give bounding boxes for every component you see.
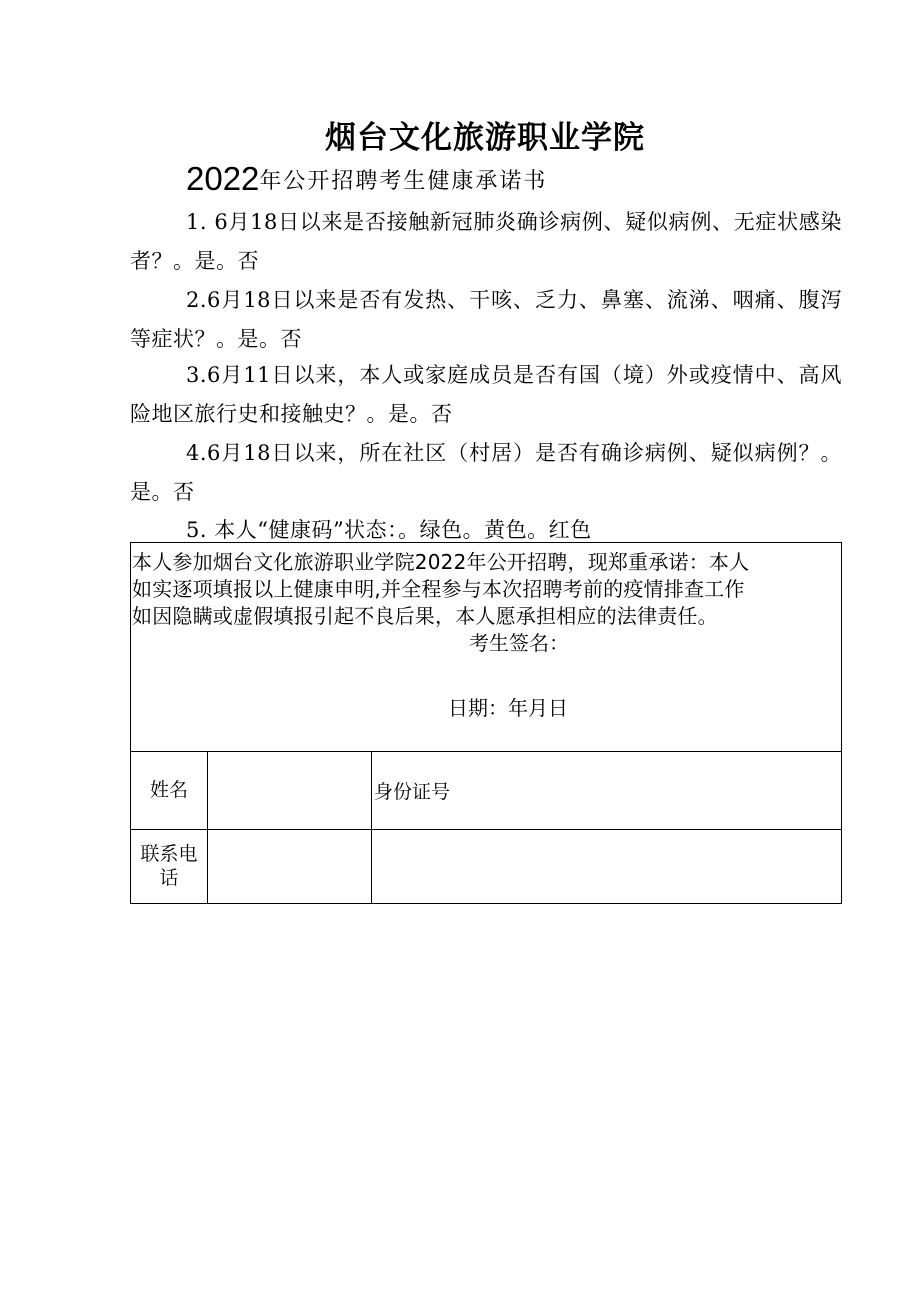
name-field[interactable] <box>208 751 372 829</box>
question-4 <box>130 434 842 512</box>
question-4-text: 4.6月18日以来，所在社区（村居）是否有确诊病例、疑似病例？。是。否 <box>130 441 842 504</box>
pledge-form-table <box>130 542 842 904</box>
phone-label-line-1: 联系电 <box>140 843 198 866</box>
pledge-line-1: 本人参加烟台文化旅游职业学院2022年公开招聘，现郑重承诺：本人 <box>132 550 750 574</box>
document-subtitle <box>186 160 547 198</box>
pledge-cell <box>131 543 842 752</box>
name-label: 姓名 <box>131 751 208 829</box>
question-1-text: 1. 6月18日以来是否接触新冠肺炎确诊病例、疑似病例、无症状感染者？。是。否 <box>130 210 842 273</box>
question-3 <box>130 356 842 434</box>
phone-field[interactable] <box>208 829 372 903</box>
pledge-line-2: 如实逐项填报以上健康申明,并全程参与本次招聘考前的疫情排查工作 <box>132 577 745 601</box>
signature-label: 考生签名： <box>469 631 569 655</box>
question-2 <box>130 281 842 359</box>
question-1 <box>130 203 842 281</box>
phone-label <box>131 829 208 903</box>
question-3-text: 3.6月11日以来，本人或家庭成员是否有国（境）外或疫情中、高风险地区旅行史和接触史？。是。否 <box>130 363 842 426</box>
phone-label-line-2: 话 <box>159 867 179 890</box>
question-5-text: 5. 本人“健康码”状态：。绿色。黄色。红色 <box>186 518 592 542</box>
subtitle-text: 年公开招聘考生健康承诺书 <box>259 169 548 194</box>
pledge-line-3: 如因隐瞒或虚假填报引起不良后果，本人愿承担相应的法律责任。 <box>132 604 718 628</box>
pledge-text <box>131 543 841 630</box>
id-label: 身份证号 <box>374 780 451 803</box>
id-cell[interactable] <box>372 751 842 829</box>
date-label: 日期：年月日 <box>448 696 568 720</box>
question-2-text: 2.6月18日以来是否有发热、干咳、乏力、鼻塞、流涕、咽痛、腹泻等症状？。是。否 <box>130 288 842 351</box>
blank-cell <box>372 829 842 903</box>
table-row <box>131 751 842 829</box>
table-row <box>131 829 842 903</box>
document-title: 烟台文化旅游职业学院 <box>325 120 645 156</box>
subtitle-year: 2022 <box>186 160 260 197</box>
